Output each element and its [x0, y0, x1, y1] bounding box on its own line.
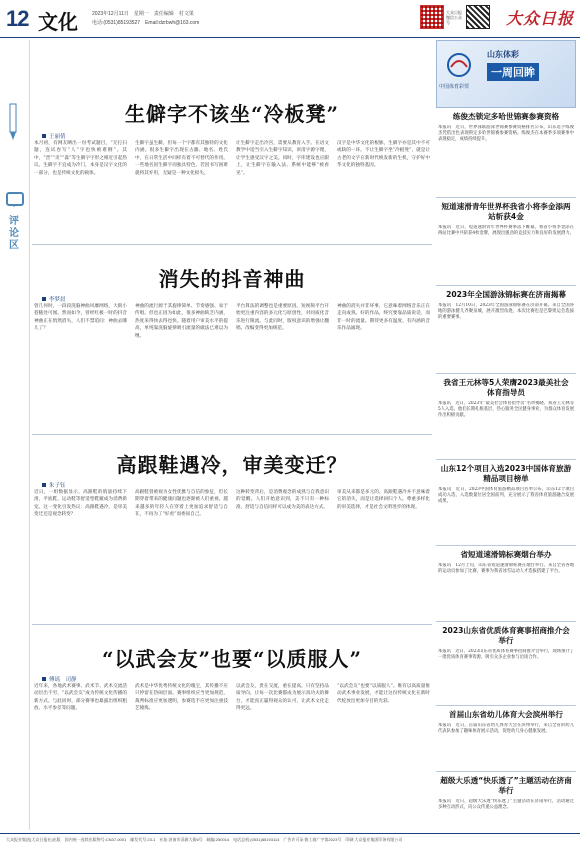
news-title: 超级大乐透“快乐透了”主题活动在济南举行 — [440, 776, 572, 795]
news-item — [436, 626, 576, 706]
news-item — [436, 378, 576, 460]
news-body: 本报讯 近日，短道速滑青年世界杯赛事落下帷幕，我省小将李金添在两站比赛中共斩获4枚金牌，展现出强劲的竞技实力和良好的发展潜力。 — [438, 225, 574, 237]
footer: 大众报业集团(大众日报社)出版 国内统一连续出版物号:CN37-0001 邮发代号:23-1 社址:济南市泺源大街6号 邮编:250014 电话总机:(0531)85193114 广告许可证:鲁工商广字第2023号 印刷:大众报业集团印务有限公司 — [0, 833, 580, 846]
article-column: 神曲的消失并非坏事，它意味着网络音乐正在走向成熟。好的作品，终究要靠品质说话，而非一时的流量。期待更多有温度、有内涵的音乐作品涌现。 — [337, 304, 430, 332]
qr-code-icon — [420, 5, 444, 29]
section-name: 文化 — [38, 12, 78, 34]
article-headline: 消失的抖音神曲 — [158, 267, 306, 291]
newspaper-logo: 大众日报 — [506, 11, 575, 28]
news-item — [436, 710, 576, 772]
qr-code-icon — [466, 5, 490, 29]
pen-icon — [7, 102, 19, 142]
news-title: 2023山东省优质体育赛事招商推介会举行 — [442, 626, 570, 645]
banner-subtitle: 一周回眸 — [487, 63, 539, 81]
news-title: 2023年全国游泳锦标赛在济南揭幕 — [446, 290, 566, 299]
news-title: 首届山东省幼儿体育大会滨州举行 — [449, 710, 563, 719]
article — [32, 625, 432, 830]
article-column: 生僻字虽生僻，但每一个字都有其独特的文化内涵。很多生僻字出现在古籍、地名、姓氏中，在日常生活中同样有着不可替代的作用。一些地名因生僻字而独具特色，若因书写困难就将其弃用，无疑是一种文化损失。 — [135, 141, 228, 176]
article-column: 平台算法的调整也是重要原因。短视频平台开始更注重内容的多元化与原创性，对同质化音乐进行限流。与此同时，版权意识的增强让翻唱、改编变得更加规范。 — [236, 304, 329, 332]
news-title: 省短道速滑锦标赛烟台举办 — [460, 550, 552, 559]
news-title: 短道速滑青年世界杯我省小将李金添两站斩获4金 — [441, 202, 571, 221]
article-byline: 朱子钰 — [42, 481, 66, 489]
article-byline: 傅瑶 司静 — [42, 675, 77, 683]
news-title: 练俊杰锁定多哈世锦赛参赛资格 — [452, 112, 560, 121]
article-column: 曾几何时，一段段洗脑神曲风靡网络，大街小巷随处可闻。然而如今，曾经红极一时的抖音神曲正在悄然消失，人们不禁追问：神曲去哪儿了？ — [34, 304, 127, 332]
news-body: 本报讯 近日，2023山东省优质体育赛事招商推介会举行，现场推介了一批优质体育赛事资源，吸引众多企业参与洽谈合作。 — [438, 649, 574, 661]
right-column — [436, 40, 576, 830]
article-column: 这种转变背后，是消费观念的成熟与自我意识的觉醒。人们开始意识到，美不只有一种标准，舒适与自信同样可以成为美的表达方式。 — [236, 490, 329, 510]
article-column: 高跟鞋曾被视为女性优雅与自信的象征，但长期穿着带来的健康问题也逐渐被人们重视。越来越多的年轻人在穿着上更加追求舒适与自在，不再为了“好看”而委屈自己。 — [135, 490, 228, 518]
news-title: 我省王元林等5人荣膺2023最美社会体育指导员 — [443, 378, 569, 397]
article-headline: 生僻字不该坐“冷板凳” — [124, 102, 339, 126]
article-body — [34, 683, 430, 825]
article-column: 本月初，有网友晒出一份考试题目，“无打扫题，连试卷写“人”字也快被难倒”。其中，“晋”“炎”“淼”等生僻字字形之相近引起热议。生僻字不宜成为冷门，本身是汉字文化的一部分，也是传统文化的载体。 — [34, 141, 127, 176]
chat-icon — [6, 192, 24, 206]
news-item — [436, 112, 576, 198]
article-column: 近日，一组数据显示，高跟鞋的销量持续下滑，平底鞋、运动鞋等舒适型鞋履成为消费新宠。这一变化引发热议：高跟鞋遇冷，是审美变迁还是观念转变？ — [34, 490, 127, 518]
masthead — [0, 0, 580, 38]
article-body — [34, 489, 430, 619]
news-body: 本报讯 近日，首届山东省幼儿体育大会在滨州举行，来自全省的幼儿代表队参加了趣味体育展示活动，促进幼儿身心健康发展。 — [438, 723, 574, 735]
banner-title: 山东体彩 — [487, 50, 519, 59]
news-body: 本报讯 12月10日，2023年全国游泳锦标赛在济南开幕。来自全国各地的游泳健儿齐聚泉城，展开激烈角逐，本次比赛也是巴黎奥运会选拔的重要赛事。 — [438, 303, 574, 321]
main-column — [32, 40, 432, 830]
contact-line: 电话:(0531)85193527 Email:dzrbwh@163.com — [92, 20, 200, 26]
article-byline: 李梦晨 — [42, 295, 66, 303]
date-line: 2023年12月11日 星期一 责任编辑 村文果 — [92, 11, 194, 17]
article — [32, 435, 432, 625]
news-item — [436, 202, 576, 286]
article-column: 武术是中华优秀传统文化的瑰宝，其传播不应只停留在热闹层面。赛事组织应当更加规范，裁判标准应更加透明，参赛选手应更加注重技艺锤炼。 — [135, 684, 228, 712]
article-column: 近年来，各地武术赛事、武术节、武术交流活动层出不穷，“以武会友”成为传统文化传播的新方式。与此同时，部分赛事也暴露出组织粗放、水平参差等问题。 — [34, 684, 127, 712]
article-column: 神曲的流行源于其旋律简单、节奏感强、易于传唱。但也正因为如此，很多神曲缺乏内涵，热度来得快去得也快。随着用户审美水平的提高，单纯靠洗脑旋律吸引流量的做法已难以为继。 — [135, 304, 228, 339]
column-tag: 评论区 — [9, 216, 19, 251]
banner-logo-text: 中国体育彩票 — [439, 84, 470, 90]
news-item — [436, 290, 576, 374]
article — [32, 40, 432, 245]
news-body: 本报讯 近日，2023年“最美社会体育指导员”名单揭晓，我省王元林等5人入选。他们长期扎根基层，热心服务全民健身事业，为群众体育发展作出积极贡献。 — [438, 401, 574, 419]
page-number: 12 — [6, 6, 29, 31]
news-item — [436, 550, 576, 622]
article-column: “以武会友”也要“以质服人”。唯有以高质量推动武术事业发展，才能让这份传统文化在新时代绽放出更加夺目的光彩。 — [337, 684, 430, 704]
article-body — [34, 303, 430, 429]
article-byline: 王丽倩 — [42, 132, 66, 140]
news-body: 本报讯 近日，超级大乐透“快乐透了”主题活动在济南举行，活动通过多种互动形式，向公众传递公益理念。 — [438, 799, 574, 811]
news-body: 本报讯 12月上旬，山东省短道速滑锦标赛在烟台举行。来自全省各地的运动员参加了比赛，赛事为我省冰雪运动人才选拔搭建了平台。 — [438, 563, 574, 575]
article-column: 以武会友，贵在交流，重在提高。只有坚持品质导向，让每一次比赛都成为展示真功夫的舞台，才能真正赢得观众的认可，让武术文化走得更远。 — [236, 684, 329, 712]
news-body: 本报讯 近日，2023中国体育旅游精品项目名单公布，山东12个项目成功入选，入选数量位居全国前列，充分展示了我省体育旅游融合发展成果。 — [438, 487, 574, 505]
qr-label: 大众日报微信公众号 — [446, 10, 462, 25]
news-item — [436, 776, 576, 830]
article — [32, 245, 432, 435]
lottery-banner — [436, 40, 576, 108]
article-headline: “以武会友”也要“以质服人” — [101, 647, 362, 671]
lottery-logo-icon — [443, 51, 475, 79]
news-item — [436, 464, 576, 546]
news-title: 山东12个项目入选2023中国体育旅游精品项目榜单 — [440, 464, 572, 483]
article-column: 让生僻字走出冷宫，需要从教育入手。在语文教学中适当引入生僻字知识，讲清字源字理，让学生感受汉字之美。同时，字库建设也应跟上，让生僻字在输入法、系统中能够“被看见”。 — [236, 141, 329, 176]
article-column: 审美从来都是多元的。高跟鞋遇冷并不意味着它的消失，而是让选择回归个人。尊重多样化的审美选择，才是社会文明进步的体现。 — [337, 490, 430, 510]
article-headline: 高跟鞋遇冷，审美变迁？ — [116, 453, 348, 477]
article-column: 汉字是中华文化的根脉，生僻字亦是其中不可或缺的一环。不让生僻字坐“冷板凳”，就是让古老的文字在新时代焕发新的生机，守护好中华文化的独特基因。 — [337, 141, 430, 169]
news-body: 本报讯 近日，世界泳联游泳世锦赛参赛资格排名公布，山东选手练俊杰凭借出色表现锁定多哈世锦赛参赛资格。练俊杰在本赛季多项赛事中表现稳定，成绩持续提升。 — [438, 125, 574, 143]
article-body — [34, 140, 430, 240]
left-rail — [0, 40, 30, 830]
